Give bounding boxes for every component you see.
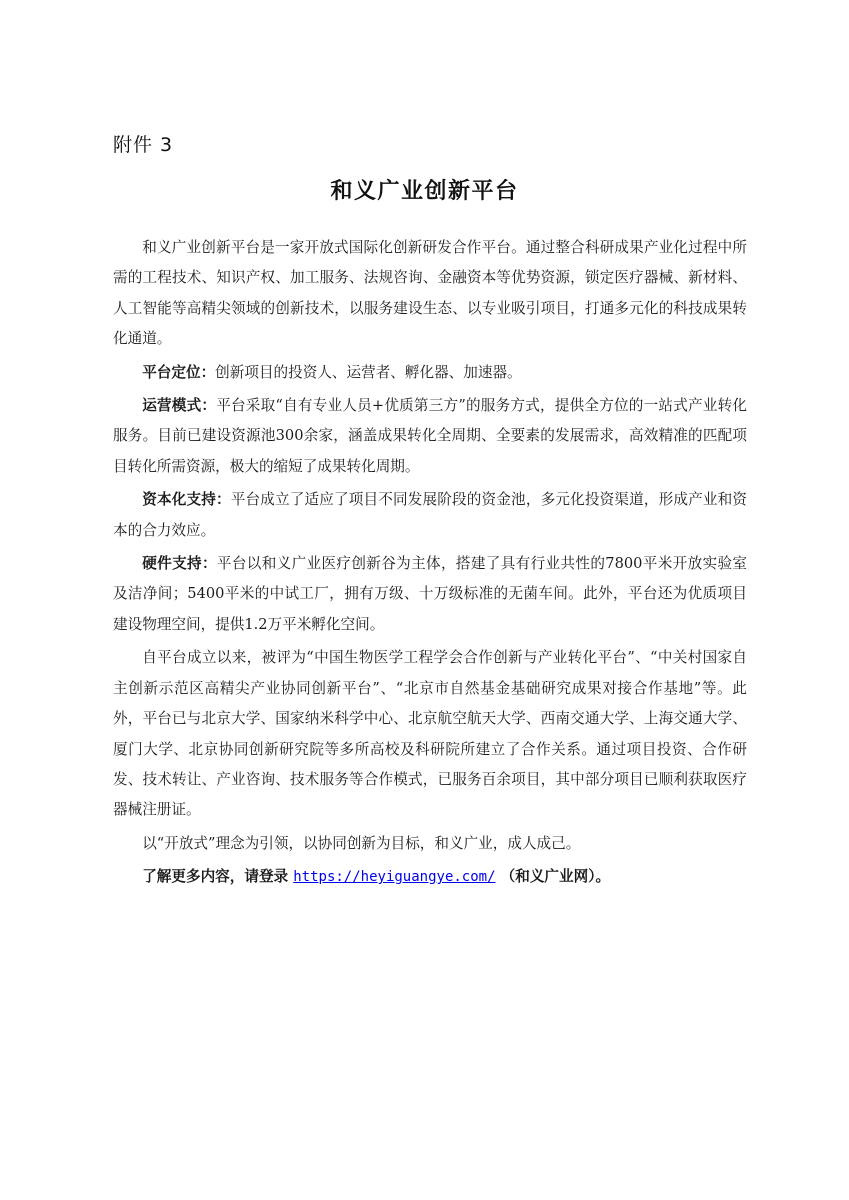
document-body: [113, 233, 747, 893]
operation-model-text: 平台采取“自有专业人员+优质第三方”的服务方式，提供全方位的一站式产业转化服务。目前已建设资源池300余家，涵盖成果转化全周期、全要素的发展需求，高效精准的匹配项目转化所需资源，极大的缩短了成果转化周期。: [113, 397, 747, 475]
annex-label: 附件 3: [113, 134, 174, 156]
capital-support-text: 平台成立了适应了项目不同发展阶段的资金池，多元化投资渠道，形成产业和资本的合力效应。: [113, 491, 747, 539]
positioning-lead: 平台定位：: [142, 363, 216, 381]
more-info-prefix: 了解更多内容，请登录: [142, 868, 289, 886]
capital-support-lead: 资本化支持：: [142, 491, 231, 509]
document-title: 和义广业创新平台: [330, 179, 519, 204]
operation-model-lead: 运营模式：: [142, 397, 217, 415]
website-link[interactable]: https://heyiguangye.com/: [293, 869, 496, 886]
capital-support-paragraph: [113, 485, 747, 546]
positioning-paragraph: [113, 358, 747, 388]
hardware-support-lead: 硬件支持：: [142, 555, 217, 573]
slogan-paragraph: 以“开放式”理念为引领，以协同创新为目标，和义广业，成人成己。: [142, 834, 581, 852]
positioning-text: 创新项目的投资人、运营者、孵化器、加速器。: [215, 363, 522, 381]
hardware-support-paragraph: [113, 549, 747, 640]
hardware-support-text: 平台以和义广业医疗创新谷为主体，搭建了具有行业共性的7800平米开放实验室及洁净间；5400平米的中试工厂，拥有万级、十万级标准的无菌车间。此外，平台还为优质项目建设物理空间，提供1.2万平米孵化空间。: [113, 555, 747, 633]
operation-model-paragraph: [113, 391, 747, 482]
more-info-suffix: （和义广业网）。: [500, 868, 611, 886]
more-info-paragraph: [113, 862, 747, 892]
honors-paragraph: 自平台成立以来，被评为“中国生物医学工程学会合作创新与产业转化平台”、“中关村国家自主创新示范区高精尖产业协同创新平台”、“北京市自然基金基础研究成果对接合作基地”等。此外，平台已与北京大学、国家纳米科学中心、北京航空航天大学、西南交通大学、上海交通大学、厦门大学、北京协同创新研究院等多所高校及科研院所建立了合作关系。通过项目投资、合作研发、技术转让、产业咨询、技术服务等合作模式，已服务百余项目，其中部分项目已顺利获取医疗器械注册证。: [113, 649, 747, 819]
intro-paragraph: 和义广业创新平台是一家开放式国际化创新研发合作平台。通过整合科研成果产业化过程中所需的工程技术、知识产权、加工服务、法规咨询、金融资本等优势资源，锁定医疗器械、新材料、人工智能等高精尖领域的创新技术，以服务建设生态、以专业吸引项目，打通多元化的科技成果转化通道。: [113, 239, 747, 348]
